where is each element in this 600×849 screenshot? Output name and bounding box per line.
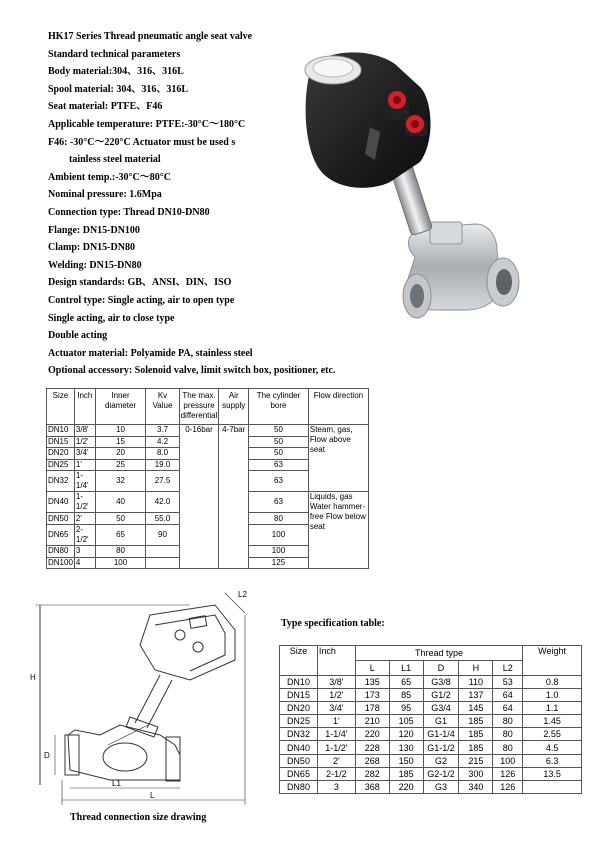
- cell: 150: [389, 754, 423, 767]
- cell: 1-1/2': [74, 492, 95, 513]
- cell: 3/4': [74, 448, 95, 460]
- flow-above-cell: Steam, gas, Flow above seat: [308, 425, 368, 492]
- cell: G3/4: [423, 702, 459, 715]
- cell: DN10: [47, 425, 75, 437]
- spec-line: Actuator material: Polyamide PA, stainless steel: [48, 347, 253, 359]
- cell: 3.7: [146, 425, 179, 437]
- cell: DN40: [47, 492, 75, 513]
- cell: 42.0: [146, 492, 179, 513]
- cell: 1.45: [523, 715, 582, 728]
- spec-table-caption: Type specification table:: [281, 618, 385, 629]
- cell: 2': [74, 513, 95, 525]
- cell: 178: [355, 702, 389, 715]
- cell: 125: [249, 557, 309, 569]
- cell: 50: [249, 448, 309, 460]
- cell: 8.0: [146, 448, 179, 460]
- cell: 19.0: [146, 459, 179, 471]
- cell: DN80: [47, 545, 75, 557]
- table-row: [280, 767, 582, 780]
- dim-label-h: H: [30, 673, 36, 682]
- cell: 10: [95, 425, 146, 437]
- cell: G3: [423, 780, 459, 793]
- cell: DN20: [280, 702, 318, 715]
- cell: 53: [493, 676, 523, 689]
- spec-line: tainless steel material: [69, 154, 161, 166]
- cell: 3: [74, 545, 95, 557]
- cell: 185: [389, 767, 423, 780]
- cell: 65: [389, 676, 423, 689]
- spec-line: Optional accessory: Solenoid valve, limit switch box, positioner, etc.: [48, 365, 336, 377]
- cell: 100: [493, 754, 523, 767]
- cell: DN32: [47, 471, 75, 492]
- cell: DN50: [47, 513, 75, 525]
- spec-line: Flange: DN15-DN100: [48, 224, 140, 236]
- cell: G1-1/4: [423, 728, 459, 741]
- col-header-inch: Inch: [74, 389, 95, 425]
- cell: DN65: [47, 524, 75, 545]
- cell: 185: [459, 741, 493, 754]
- cell: 63: [249, 471, 309, 492]
- cell: DN32: [280, 728, 318, 741]
- cell: 2.55: [523, 728, 582, 741]
- col-header-thread-type: Thread type: [355, 646, 522, 661]
- cell: 63: [249, 459, 309, 471]
- col-header-l1: L1: [389, 661, 423, 676]
- cell: 50: [249, 436, 309, 448]
- dim-label-l: L: [150, 791, 155, 800]
- table-row: [280, 754, 582, 767]
- cell: 340: [459, 780, 493, 793]
- cell: 80: [249, 513, 309, 525]
- spec-line: Nominal pressure: 1.6Mpa: [48, 189, 162, 201]
- cell: 6.3: [523, 754, 582, 767]
- cell: 100: [249, 545, 309, 557]
- cell: 120: [389, 728, 423, 741]
- col-header-size: Size: [280, 646, 318, 676]
- spec-line: Connection type: Thread DN10-DN80: [48, 206, 210, 218]
- cell: 3/8': [317, 676, 355, 689]
- cell: 126: [493, 767, 523, 780]
- spec-line: Seat material: PTFE、F46: [48, 101, 163, 113]
- spec-line: Body material:304、316、316L: [48, 66, 184, 78]
- cell: 130: [389, 741, 423, 754]
- valve-product-photo: [275, 42, 535, 342]
- cell: [146, 545, 179, 557]
- cell: 50: [249, 425, 309, 437]
- col-header-inner-diameter: Inner diameter: [95, 389, 146, 425]
- dim-label-l1: L1: [112, 779, 121, 788]
- cell: 40: [95, 492, 146, 513]
- spec-line: F46: -30°C～220°C Actuator must be used s: [48, 136, 236, 148]
- table-row: [280, 689, 582, 702]
- cell: 85: [389, 689, 423, 702]
- table-row: [280, 780, 582, 793]
- cell: 80: [493, 741, 523, 754]
- cell: 65: [95, 524, 146, 545]
- col-header-l2: L2: [493, 661, 523, 676]
- cell: 1-1/2': [317, 741, 355, 754]
- spec-title: HK17 Series Thread pneumatic angle seat valve: [48, 31, 253, 42]
- cell: 1-1/4': [74, 471, 95, 492]
- table-row: [280, 676, 582, 689]
- spec-line: Welding: DN15-DN80: [48, 259, 142, 271]
- cell: 145: [459, 702, 493, 715]
- cell: 135: [355, 676, 389, 689]
- cell: [523, 780, 582, 793]
- thread-connection-drawing: [30, 585, 280, 810]
- cell: 1/2': [317, 689, 355, 702]
- spec-line: Standard technical parameters: [48, 48, 181, 60]
- cell: 215: [459, 754, 493, 767]
- spec-line: Single acting, air to close type: [48, 312, 175, 324]
- col-header-inch: Inch: [317, 646, 355, 676]
- col-header-air: Air supply: [219, 389, 249, 425]
- cell: 50: [95, 513, 146, 525]
- spec-line: Double acting: [48, 330, 108, 342]
- cell: 80: [95, 545, 146, 557]
- spec-line: Control type: Single acting, air to open type: [48, 294, 235, 306]
- col-header-weight: Weight: [523, 646, 582, 676]
- spec-line: Spool material: 304、316、316L: [48, 83, 188, 95]
- cell: 282: [355, 767, 389, 780]
- col-header-flow: Flow direction: [308, 389, 368, 425]
- cell: G1: [423, 715, 459, 728]
- cell: 268: [355, 754, 389, 767]
- table-row: [280, 702, 582, 715]
- cell: 13.5: [523, 767, 582, 780]
- cell: 0.8: [523, 676, 582, 689]
- cell: 228: [355, 741, 389, 754]
- cell: 3/8': [74, 425, 95, 437]
- cell: 64: [493, 702, 523, 715]
- cell: 4.5: [523, 741, 582, 754]
- table-row: [280, 715, 582, 728]
- cell: DN10: [280, 676, 318, 689]
- dim-label-l2: L2: [238, 590, 247, 599]
- cell: DN80: [280, 780, 318, 793]
- col-header-l: L: [355, 661, 389, 676]
- cell: G3/8: [423, 676, 459, 689]
- cell: 4.2: [146, 436, 179, 448]
- air-supply-cell: 4-7bar: [219, 425, 249, 569]
- col-header-d: D: [423, 661, 459, 676]
- cell: DN50: [280, 754, 318, 767]
- cell: DN100: [48, 557, 73, 567]
- cell: 2': [317, 754, 355, 767]
- cell: 80: [493, 715, 523, 728]
- cell: 1.0: [523, 689, 582, 702]
- cell: 95: [389, 702, 423, 715]
- spec-line: Design standards: GB、ANSI、DIN、ISO: [48, 277, 232, 289]
- cell: 100: [95, 557, 146, 569]
- cell: 220: [389, 780, 423, 793]
- cell: 20: [95, 448, 146, 460]
- cell: 1-1/4': [317, 728, 355, 741]
- col-header-h: H: [459, 661, 493, 676]
- cell: 1/2': [74, 436, 95, 448]
- cell: 137: [459, 689, 493, 702]
- cell: 4: [74, 557, 95, 569]
- cell: 368: [355, 780, 389, 793]
- cell: 3: [317, 780, 355, 793]
- col-header-kv: Kv Value: [146, 389, 179, 425]
- cell: 1': [74, 459, 95, 471]
- cell: 300: [459, 767, 493, 780]
- cell: 105: [389, 715, 423, 728]
- cell: 1': [317, 715, 355, 728]
- col-header-pressure: The max. pressure differential: [179, 389, 219, 425]
- cell: 80: [493, 728, 523, 741]
- cell: 210: [355, 715, 389, 728]
- spec-line: Clamp: DN15-DN80: [48, 242, 135, 254]
- flow-below-cell: Liquids, gas Water hammer-free Flow below seat: [308, 492, 368, 569]
- cell: 1.1: [523, 702, 582, 715]
- table-row: [47, 425, 369, 437]
- spec-line: Ambient temp.:-30°C～80°C: [48, 171, 171, 183]
- cell: DN65: [280, 767, 318, 780]
- pressure-cell: 0-16bar: [179, 425, 219, 569]
- cell: G2-1/2: [423, 767, 459, 780]
- cell: DN25: [280, 715, 318, 728]
- parameter-table: [46, 388, 369, 569]
- cell: 63: [249, 492, 309, 513]
- cell: 185: [459, 728, 493, 741]
- dim-label-d: D: [44, 751, 50, 760]
- cell: 32: [95, 471, 146, 492]
- cell: 2-1/2: [317, 767, 355, 780]
- cell: 173: [355, 689, 389, 702]
- cell: 100: [249, 524, 309, 545]
- cell: 55.0: [146, 513, 179, 525]
- cell: G2: [423, 754, 459, 767]
- table-row: [280, 728, 582, 741]
- cell: 2-1/2': [74, 524, 95, 545]
- cell: DN15: [47, 436, 75, 448]
- cell: DN25: [47, 459, 75, 471]
- table-row: [280, 741, 582, 754]
- cell: [146, 557, 179, 569]
- cell: DN15: [280, 689, 318, 702]
- cell: 220: [355, 728, 389, 741]
- cell: 15: [95, 436, 146, 448]
- cell: 27.5: [146, 471, 179, 492]
- cell: 126: [493, 780, 523, 793]
- cell: 64: [493, 689, 523, 702]
- cell: 90: [146, 524, 179, 545]
- cell: G1/2: [423, 689, 459, 702]
- type-spec-table: [279, 645, 582, 794]
- cell: DN20: [47, 448, 75, 460]
- col-header-size: Size: [47, 389, 75, 425]
- cell: 25: [95, 459, 146, 471]
- col-header-bore: The cylinder bore: [249, 389, 309, 425]
- spec-line: Applicable temperature: PTFE:-30°C～180°C: [48, 118, 246, 130]
- drawing-caption: Thread connection size drawing: [70, 812, 207, 823]
- cell: 110: [459, 676, 493, 689]
- cell: 185: [459, 715, 493, 728]
- cell: G1-1/2: [423, 741, 459, 754]
- cell: DN40: [280, 741, 318, 754]
- cell: 3/4': [317, 702, 355, 715]
